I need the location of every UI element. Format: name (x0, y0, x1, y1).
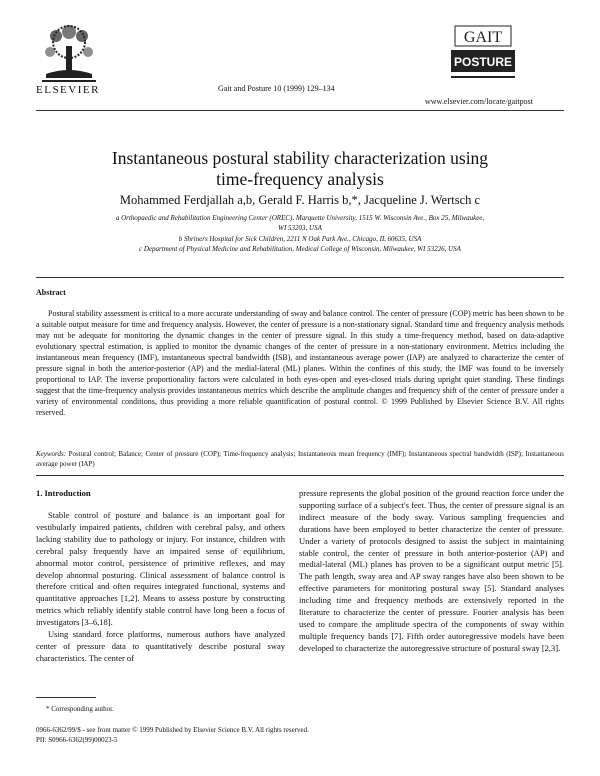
keywords-block (36, 449, 564, 469)
intro-paragraph-continued: pressure represents the global position of the ground reaction force under the supporting surface of a subject's feet. Thus, the center of pressure signal is an indirect measure of the body sway. Various sampling frequencies and durations have been employed to better characterize the center of pressure. Under a variety of protocols designed to assist the subject in maintaining stable control, the center of pressure in both anterior-posterior (AP) and medial-lateral (ML) planes has proven to be a significant output metric [5]. The path length, sway area and AP sway ranges have also been shown to be effective parameters for monitoring postural sway [5]. Standard analyses including time and frequency methods are extensively reported in the literature to characterize the center of pressure. Fourier analysis has been used to compare the amplitude spectra of the components of sway within multiple frequency bands [7]. Fifth order autoregressive models have been developed to characterize the autoregressive structure of postural sway [2,3]. (299, 488, 564, 653)
header-rule (36, 110, 564, 111)
front-matter (36, 726, 309, 745)
author-list: Mohammed Ferdjallah a,b, Gerald F. Harris b,*, Jacqueline J. Wertsch c (119, 193, 481, 207)
abstract-text: Postural stability assessment is critical to a more accurate understanding of sway and balance control. The center of pressure (COP) metric has been shown to be a suitable output measure for time and frequency analysis. However, the center of pressure is a non-stationary signal. Standard time and frequency analysis methods may not be adequate for monitoring the dynamic changes in the center of pressure signal. In this study a time-frequency method, based on data-adaptive evolutionary spectral estimation, is applied to monitor the dynamic changes of the center of pressure in a non-stationary environment. Metrics including the instantaneous mean frequency (IMF), instantaneous spectral bandwidth (ISB), and instantaneous average power (IAP) are analyzed to characterize the center of pressure signal in both the anterior-posterior (AP) and the medial-lateral (ML) planes. Within the confines of this study, the IMF was found to be inversely proportional to IAP. The inverse proportionality factors were calculated in both eyes-open and eyes-closed trials during upright quiet standing. These findings suggest that the time-frequency analysis provides instantaneous metrics which describe the amplitude changes and frequency shift of the center of pressure under a variety of environmental conditions, thus providing a more reliable quantification of postural control. © 1999 Published by Elsevier Science B.V. All rights reserved. (36, 309, 564, 417)
publisher-name: ELSEVIER (36, 84, 100, 96)
keywords-text: Postural control; Balance; Center of pressure (COP); Time-frequency analysis; Instantaneous mean frequency (IMF); Instantaneous spectral bandwidth (ISP); Instantaneous average power (IAP) (36, 450, 564, 468)
keywords-label: Keywords: (36, 450, 67, 458)
intro-paragraph-2: Using standard force platforms, numerous authors have analyzed center of pressure data to quantitatively describe postural sway characteristics. The center of (36, 629, 285, 663)
abstract-heading: Abstract (36, 288, 66, 297)
affiliation-a: a Orthopaedic and Rehabilitation Engineering Center (OREC), Marquette University, 1515 W. Wisconsin Ave., Box 25, Milwaukee, (115, 214, 485, 222)
journal-logo-line2: POSTURE (453, 55, 513, 69)
affiliation-a-cont: WI 53203, USA (278, 224, 322, 232)
article-title (0, 148, 600, 190)
gait-posture-logo (447, 24, 519, 86)
title-line1: Instantaneous postural stability characterization using (111, 148, 489, 168)
intro-paragraph-1: Stable control of posture and balance is an important goal for vestibularly impaired patients, children with cerebral palsy, and others lacking stability due to pathology or injury. For instance, children with cerebral palsy frequently have an impaired sense of equilibrium, abnormal motor control, persistence of primitive reflexes, and may develop abnormal posturing. Clinical assessment of balance control is therefore critical and often requires integrated functional, systems and quantitative approaches [1,2]. Means to assess posture by constructing metrics which reliably identify stable control have long been a focus of investigators [3–6,18]. (36, 510, 285, 628)
intro-heading: 1. Introduction (36, 488, 91, 498)
journal-url[interactable]: www.elsevier.com/locate/gaitpost (425, 97, 533, 106)
footnote-rule (36, 697, 96, 698)
title-line2: time-frequency analysis (216, 169, 384, 189)
corresponding-author-footnote: * Corresponding author. (46, 705, 114, 713)
pii-line: PII: S0966-6362(99)00023-5 (36, 735, 118, 744)
affiliation-c: c Department of Physical Medicine and Rehabilitation, Medical College of Wisconsin, Milwaukee, WI 53226, USA (139, 245, 461, 253)
affiliation-b: b Shriners Hospital for Sick Children, 2211 N Oak Park Ave., Chicago, IL 60635, USA (178, 235, 422, 243)
journal-logo-line1: GAIT (463, 29, 503, 46)
abstract-bottom-rule (36, 475, 564, 476)
abstract-top-rule (36, 277, 564, 278)
front-matter-line1: 0966-6362/99/$ - see front matter © 1999 Published by Elsevier Science B.V. All rights reserved. (36, 726, 309, 734)
column-left (36, 510, 285, 665)
journal-citation: Gait and Posture 10 (1999) 129–134 (218, 84, 335, 93)
elsevier-tree-logo (36, 22, 102, 84)
column-right (299, 488, 564, 655)
